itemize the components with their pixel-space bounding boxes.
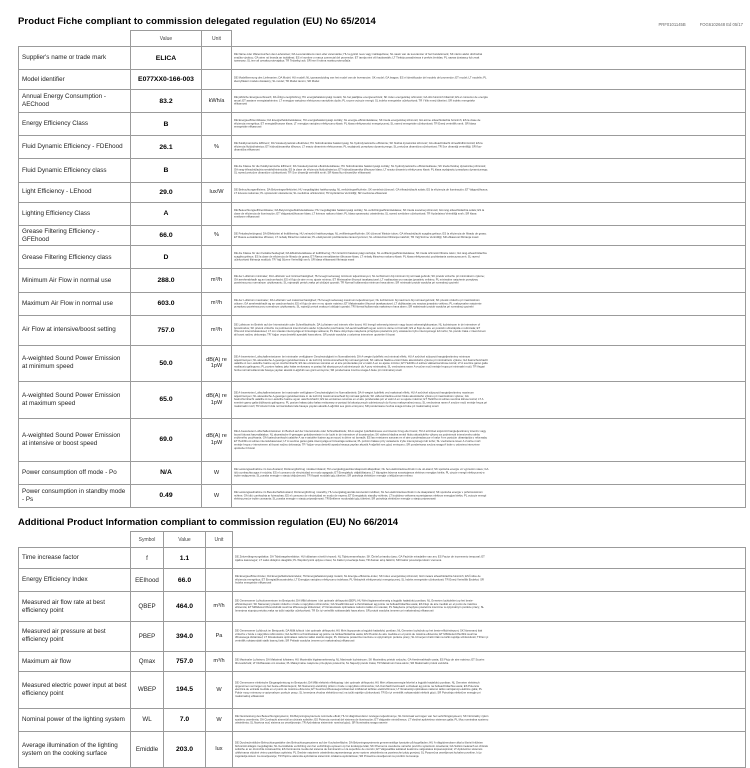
row-label: Grease Filtering Efficiency - GFEhood (19, 225, 131, 246)
row-description-text: DE Modellkennung des Lieferanten; DA Model; HU modell; NL typeaanduiding van het model van de leverancier; SK model; GA leagan; ES el identificador del modelo del proveedor; ET mudel; LT modelis; PL identyfikator modelu dostawcy; SL model; TR Model tanımı; SR Model (234, 76, 487, 83)
table-row (19, 315, 746, 345)
row-value: 603.0 (131, 292, 202, 315)
row-unit: dB(A) re 1pW (202, 418, 232, 461)
row-description (232, 382, 746, 419)
row-label: A-weighted Sound Power Emission at minimum speed (19, 345, 131, 382)
table-row (19, 418, 746, 461)
table-row (19, 113, 746, 136)
document-codes (659, 22, 745, 27)
row-value: 0.49 (131, 484, 202, 507)
row-description (232, 461, 746, 484)
row-description (232, 315, 746, 345)
row-value: 66.0 (164, 568, 206, 591)
row-description (232, 113, 746, 136)
row-value: D (131, 246, 202, 269)
unit-column-header: Unit (202, 31, 232, 47)
row-description-text: DE Maximaler Luftstrom; DA Maksimal luftstrøm; HU Maximális légáramsebesség; NL Maximale luchtstroom; SK Maximálny prietok vzduchu; GA Aershreabhadh uasta; ES Flujo de aire máximo; ET Suurim õhuvooluhulk; LT Didžiausias oro srautas; PL Maksymalne natężenie przepływu powietrza; SL Največji pretok zraka; TR Maksimum hava akımı; SR Maksimalni protok vazduha (235, 658, 485, 665)
row-description (232, 225, 746, 246)
row-label: Measured air pressure at best efficiency point (19, 621, 131, 651)
row-label: Measured air flow rate at best efficiency point (19, 592, 131, 622)
row-unit: m³/h (202, 315, 232, 345)
document-code: PRF0101145B (658, 22, 686, 27)
row-unit (202, 47, 232, 70)
value-column-header: Value (131, 31, 202, 47)
row-unit: % (202, 136, 232, 159)
row-description-text: DE Leistungsaufnahme im Bereitschaftszustand; DA Energiforbrug i standby; HU energiafogyasztás készenléti módban; NL het elektriciteitsverbruik in de slaapstand; SK spotreba energie v pohotovostnom režime; GA ídiú cumhachta ar fuireachas; ES el consumo de electricidad en modo de espera; ET Energiakulu standby režiimis; LT budėjimo veiksena suvartojamos elektros energijos kiekis; PL zużycie energii elektrycznej w trybie czuwania; SL poraba energije v stanju pripravljenosti; TR Bekleme modundaki güç tüketimi; SR potrošnja električne energije u stanju pripravnosti (234, 490, 487, 501)
row-description (232, 345, 746, 382)
row-label: Fluid Dynamic Efficiency class (19, 159, 131, 182)
row-label: Time increase factor (19, 548, 131, 569)
row-value: 1.1 (164, 548, 206, 569)
table-row (19, 225, 746, 246)
row-description-text: DE Durchschnittliche Beleuchtungsstärke des Beleuchtungssystems auf der Kochoberfläche; DA Belysningssystemets gennemsnitlige lysstyrke på kogefladen; HU A világítórendszer által a főzési felületen biztosított átlagos megvilágítás; NL Gemiddelde verlichting van het verlichtings-systeem op het kookoppervlak; SK Priemerné osvetlenie varného povrchu systémom osvetlenia; GA Soilsiú meánach an chórais soilsithe ar an dromchla cócaireachta; ES Iluminancia media del sistema de iluminación en la superficie de cocción; ET Valgusallika tekitatud keskmine valgustatus küpsetuspinnal; LT Apšvietimo sistemos užtikrinama vidutinė virimo paviršiaus apšvieta; PL Średnie natężenie oświetlenia zapewnianego przez system oświetlenia na powierzchni płyty grzejnej; SL Povprečna osvetljenost kuhalne površine, ki jo zagotavlja sistem za osvetljevanje; TR Pişirme alanında aydınlatma sisteminin ortalama aydınlatması; SR Prosečna osvetljenost na površini za kuvanje (235, 741, 488, 758)
row-description (232, 70, 746, 90)
row-description-text: DE Name oder Warenzeichen des Lieferanten; DA Leverandørens navn eller varemærke; HU a gyártó neve vagy márkajelzése; NL naam van de leverancier of het handelsmerk; SK názov alebo obchodná značka výrobcu; GA ainm nó branda an tsoláthraí; ES el nombre o marca comercial del proveedor; ET tarnija nimi või kaubamärk; LT Tiekėjo pavadinimas ir prekės ženklas; PL nazwa dostawcy lub znak towarowy; SL ime ali oznaka proizvajalca; TR Tedarikçi adı; SR ime ili robna marka proizvođača (234, 53, 483, 63)
row-unit (202, 246, 232, 269)
table-row (19, 568, 746, 591)
row-description-text: DE A-bewerteten Luftschallemissionen im Betrieb auf der Intensivstufe oder Schnelllaufstufe; DA A-vægtet lydeffektniveau ved intensiv brug eller boost; HU A szűrővel súlyozott hangteljesítmény intenzív vagy boost fokozat használatakor; NL akoestische A-gewogen geluidsemissie in de lucht in de intensieve of boostmodus; SK vážená hladina emisií hluku akustického výkonu za podmienok intenzívneho alebo zvýšeného používania; GA fuaimchumhacht ualaithe A na n-astuithe fuaime ag an socrú is déine nó borradh; ES las emisiones sonoras en el aire ponderadas por el valor A en posición ultrarrápida o reforzada; ET Helirõhu A suhtes intensiivkasutusel; LT A svertinė garso galia intensyviąja ar forsuotąja veiksena; PL poziom hałasu przy ustawieniu trybu intensywnego lub turbo; SL vrednotena raven A zvočne moči emisije hrupa v intenzivnem ali boost načinu delovanja; TR Yoğun veya destekli ayarda havaya yayılan akustik A-ağırlıklı ses gücü emisyonu; SR ponderisana zvučna snaga A buke u uslovima intenzivne upotrebe ili boost (234, 429, 488, 450)
row-label: Power consumption off mode - Po (19, 461, 131, 484)
row-description-text: DE die Klasse für den Fettabscheidegrad; DA Effektivitetsklasse af fedtfiltrering; HU zsírszűrő hatékonysági osztálya; NL vetfilteringsefficiëntieklasse; SK trieda účinnosti filtrácie tukov; GA rang-éifeachtúlachta scagtha gréisce; ES la clase de eficiencia de filtrado de grasa; ET Rasva eemaldamise tõhususe klass; LT riebalų filtravimo našumo klasė; PL klasa efektywności pochłaniania zanieczyszczeń; SL razred učinkovitosti filtriranja maščob; TR Yağ Süzme Verimliliği sınıfı; SR klasa efikasnosti filtriranja masti (234, 252, 487, 263)
row-label: Air Flow at intensive/boost setting (19, 315, 131, 345)
table-row (19, 345, 746, 382)
row-value: 194.5 (164, 672, 206, 709)
row-description-text: DE Fettabscheidegrad; DA Effektivitet af fedtfiltrering; HU zsírszűrő hatékonysága; NL vetfilteringsefficiëntie; SK účinnosť filtrácie tukov; GA éifeachtúlacht scagtha gréisce; ES la eficiencia de filtrado de grasa; ET Rasva eemaldamise tõhusus; LT riebalų filtravimo našumas; PL efektywność pochłaniania zanieczyszczeń; SL učinkovitost filtriranja maščob; TR Yağ Süzme Verimliliği; SR efikasnost filtriranja masti (234, 232, 487, 239)
row-value: E077XX0-166-003 (131, 70, 202, 90)
row-unit: m³/h (206, 592, 233, 622)
row-description (232, 202, 746, 225)
row-description-text: DE A-bewerteten Luftschallemissionen bei maximaler verfügbarer Geschwindigkeit im Normalbetrieb; DA A-vægtet lydeffekt ved maksimal effekt; HU A szűrővel súlyozott hangteljesítmény maximum teljesítményen; NL akoestische A-gewogen geluidsemissie in de lucht bij maximumsnelheid bij normaal gebruik; SK vážená hladina emisií hluku akustického výkonu pri maximálnom výkone; GA fuaimchumhacht ualaithe A na n-astuithe fuaime ag an uaschumhacht; ES las emisiones sonoras en el aire ponderadas por el valor A en su ajuste máximo; ET Helirõivo A suhtes suurima kiiruse korral; LT A svertinė garso galia didžiausiu galingumu; PL poziom hałasu jako hałas emitowany w postaci fal akustycznych odniesionych do A przy maksymalnej mocy; SL vrednotena raven A zvočne moči emisije hrupa pri maksimalni moči; TR Azami hızda normal kullanımda havaya yayılan akustik A-ağırlıklı ses gücü emisyonu; SR ponderisana zvučna snaga A buke pri maksimalnoj snazi (234, 391, 488, 408)
row-description (233, 568, 746, 591)
row-label: Annual Energy Consumption - AEChood (19, 90, 131, 113)
row-label: Lighting Efficiency Class (19, 202, 131, 225)
row-unit: m³/h (202, 292, 232, 315)
row-unit: W (206, 672, 233, 709)
table-row (19, 292, 746, 315)
row-symbol: WBEP (131, 672, 164, 709)
row-description (233, 592, 746, 622)
table-row (19, 70, 746, 90)
table-row (19, 382, 746, 419)
header-spacer (19, 31, 131, 47)
row-value: 203.0 (164, 731, 206, 768)
row-description-text: DE fluiddynamische Effizienz; DA Væskedynamisk effektivitet; HU hidrodinamika hatékonyság; NL hydrodynamische efficiëntie; SK fluidná dynamická účinnosť; GA éifeachtúlacht shreabhdhinimiciúil; ES la eficiencia fluidodinámica; ET hüdrodünaamika tõhusus; LT srauto dinaminis efektyvumas; PL wydajność przepływu dynamicznego; SL pretočna dinamična učinkovitost; TR Sıvı dinamiği verimliliği; SR fluo-dinamička efikasnost (234, 142, 483, 153)
row-unit: lux (206, 731, 233, 768)
value-column-header: Value (164, 531, 206, 548)
row-unit: W (202, 484, 232, 507)
row-description (232, 418, 746, 461)
table-row (19, 159, 746, 182)
row-value: 66.0 (131, 225, 202, 246)
row-description-text: DE der Luftstrom maximaler; DA Luftstrøm ved maksimal hastighed; HU levegő sebesség maximum teljesítményen; NL luchtstroom bij maximum bij normaal gebruik; SK prietok vzduchu pri maximálnom výkone; GA aershreabhadh ag an uaschumhacht; ES el flujo de aire en su ajuste máximo; ET Maksimaalne õhuvool tavakasutusel; LT didžiausias oro srautas įprastiniu veikimu; PL maksymalne natężenie przepływu powietrza przy normalnym użytkowaniu; SL največji pretok zraka pri običajni uporabi; TR Normal kullanımda maksimum hava akımı; SR maksimalni protok vazduha pri normalnoj upotrebi (234, 298, 482, 309)
row-value: 50.0 (131, 345, 202, 382)
row-description-text: DE Gemessener Luftvolumenstrom im Bestpunkt; DA Målt luftstrøm i det optimale driftspunkt (BEP); HU Mért légáramsebesség a legjobb hatásfokú pontban; NL Gemeten luchtdebiet op het beste-efficiëntiepunt; SK Nameraný prietok vzduchu v bode s najvyššou účinnosťou; GA Sreabhrótá aeir a thomhaistear ag pointe na héifeachtúlachta uasta; ES Flujo de aire medido en el punto de máxima eficiencia; ET Mõõdetud õhuvooluhulk suurima tõhususega töötamisel; LT Išmatuotasis optimalaus našumo taško oro srautas; PL Natężenie przepływu powietrza mierzone w optymalnym punkcie pracy; SL Izmerjena stopnja pretoka zraka na točki najvišje učinkovitosti; TR En iyi verimlilik noktasındaki hava akımı; SR protok vazduha izmeren pri maksimalnoj efikasnosti (235, 599, 484, 613)
row-description-text: DE Leistungsaufnahme im Aus-Zustand; DA Energiforbrug i slukket tilstand; HU energiafogyasztás kikapcsolt állapotban; NL het elektriciteitsverbruik in de uit-stand; SK spotreba energie vo vypnutom stave; GA ídiú cumhachta agus é múchta; ES el consumo de electricidad en modo apagado; ET Energiakulu väljalülitatuna; LT išjungties būsena suvartojamos elektros energijos kiekis; PL użycie energii elektrycznej w trybie wyłączenia; SL poraba energije v stanju izključenosti; TR Kapalı moddaki güç tüketimi; SR potrošnja električne energije u isključenom režimu (234, 467, 489, 478)
table-row (19, 269, 746, 292)
row-description-text: DE Gemessene elektrische Eingangsleistung im Bestpunkt; DA Målt elektrisk effektoptag i det optimale driftspunkt; HU Mért villamosenergia-felvétel a legjobb hatásfokú pontban; NL Gemeten elektrisch opgenomen vermogen op het beste-efficiëntiepunt; SK Nameraný elektrický príkon v bode s najvyššou účinnosťou; GA Cumhacht leictreach a chaitear ag pointe na héifeachtúlachta uasta; ES Potencia eléctrica de entrada medida en el punto de máxima eficiencia; ET Suurima tõhususega töötamisel mõõdetud tarbitav elektrivõimsus; LT Išmatuotoji optimalaus našumo taško vartojamoji elektrinė galia; PL Pobór mocy mierzony w optymalnym punkcie pracy; SL Izmerjena vhodna električna moč na točki najvišje učinkovitosti; TR En iyi verimlilik noktasındaki elektrik gücü; SR Potrošnja električne energije pri maksimalnoj efikasnosti (235, 681, 483, 699)
product-fiche-page (18, 0, 745, 768)
row-description (233, 672, 746, 709)
table-row (19, 484, 746, 507)
row-unit: dB(A) re 1pW (202, 345, 232, 382)
row-value: N/A (131, 461, 202, 484)
row-description-text: DE die Klasse für die fluiddynamische Effizienz; DA Væskedynamisk effektivitetsklasse; HU hidrodinamika hatékonysági osztály; NL hydrodynamische efficiëntieklasse; SK trieda fluidnej dynamickej účinnosti; GA rang-éifeachtúlachta sreabhdhinimiciúla; ES la clase de eficiencia fluidodinámica; ET hüdrodünaamika tõhususe klass; LT srauto dinaminio efektyvumo klasė; PL klasa wydajności przepływu dynamicznego; SL razred pretočne dinamične učinkovitosti; TR Sıvı dinamiği verimlilik sınıfı; SR klasa fluo-dinamičke efikasnosti (234, 165, 488, 176)
row-label: A-weighted Sound Power Emission at maximum speed (19, 382, 131, 419)
row-unit: W (202, 461, 232, 484)
row-description (232, 182, 746, 202)
row-description (232, 269, 746, 292)
row-label: Energy Efficiency Index (19, 568, 131, 591)
row-description (232, 90, 746, 113)
row-description-text: DE Nennleistung des Beleuchtungssystems; DA Belysningssystemets nominelle effekt; HU A világítórendszer névleges teljesítménye; NL Nominaal vermogen van het verlichtingssysteem; SK Nominálny výkon systému osvetlenia; GA Cumhacht ainmniúil an chórais soilsithe; ES Potencia nominal del sistema de iluminación; ET Valgustite nimivõimsus; LT Vardinė apšvietimo sistemos galia; PL Moc nominalna systemu oświetlenia; SL Nazivna moč sistema za osvetljevanje; TR Aydınlatma sisteminin nominal gücü; SR Nominalna snaga rasvete (235, 714, 489, 725)
row-description-text: DE Beleuchtungseffizienz; DA Belysningseffektivitet; HU megvilágítási hatékonyság; NL verlichtingsefficiëntie; SK svetelná účinnosť; GA éifeachtúlacht solais; ES la eficiencia de iluminación; ET Valgustõhusus; LT šviesos našumas; PL sprawność oświetlenia; SL svetlobna učinkovitost; TR Aydınlatma Verimliliği; SR svetlosna efikasnost (234, 188, 488, 196)
row-symbol: Qmax (131, 651, 164, 672)
row-value: 288.0 (131, 269, 202, 292)
row-value: 757.0 (164, 651, 206, 672)
row-description (232, 484, 746, 507)
row-symbol: EEIhood (131, 568, 164, 591)
additional-info-title: Additional Product Information compliant to commission regulation (EU) No 66/2014 (18, 516, 399, 528)
row-symbol: Emiddle (131, 731, 164, 768)
row-label: Power consumption in standby mode - Ps (19, 484, 131, 507)
row-unit (206, 548, 233, 569)
table-row (19, 592, 746, 622)
row-symbol: PBEP (131, 621, 164, 651)
table-row (19, 708, 746, 731)
table-row (19, 731, 746, 768)
row-label: Light Efficiency - LEhood (19, 182, 131, 202)
row-label: Maximum Air Flow in normal use (19, 292, 131, 315)
table-row (19, 621, 746, 651)
row-value: 69.0 (131, 418, 202, 461)
row-unit: W (206, 708, 233, 731)
row-value: A (131, 202, 202, 225)
row-description-text: DE Energieeffizienzklasse; DA Energieffektivitetsklasse; HU energiahatékonysági osztály; NL energie-efficiëntieklasse; SK trieda energetickej účinnosti; GA aicme éifeachtúlachta fuinnimh; ES la clase de eficiencia energética; ET energiatõhususe klass; LT energijos vartojimo efektyvumo klasė; PL klasa efektywności energetycznej; SL razred energetske učinkovitosti; TR Enerji verimlilik sınıfı; SR klasa energetske efikasnosti (234, 119, 481, 129)
row-symbol: WL (131, 708, 164, 731)
table-row (19, 202, 746, 225)
row-unit (202, 113, 232, 136)
row-label: A-weighted Sound Power Emission at intensive or boost speed (19, 418, 131, 461)
row-value: 83.2 (131, 90, 202, 113)
row-unit: m³/h (202, 269, 232, 292)
row-value: 757.0 (131, 315, 202, 345)
row-value: 26.1 (131, 136, 202, 159)
table-row (19, 136, 746, 159)
row-value: 7.0 (164, 708, 206, 731)
fiche-table-66-2014 (18, 531, 746, 768)
table-row (19, 182, 746, 202)
row-unit (202, 202, 232, 225)
row-value: ELICA (131, 47, 202, 70)
header-spacer (233, 531, 746, 548)
row-description-text: DE Gemessener Luftdruck im Bestpunkt; DA Målt lufttryk i det optimale driftspunkt; HU Mért légnyomás a legjobb hatásfokú pontban; NL Gemeten luchtdruk op het beste-efficiëntiepunt; SK Nameraný tlak vzduchu v bode s najvyššou účinnosťou; GA Aerbhrú a thomhaistear ag pointe na héifeachtúlachta uasta; ES Presión de aire medida en el punto de máxima eficiencia; ET Mõõdetud õhurõhk suurima tõhususega töötamisel; LT Išmatuotasis optimalaus našumo taško statinis slėgis; PL Ciśnienie powietrza mierzone w optymalnym punkcie pracy; SL Izmerjeni zračni tlak na točki najvišje učinkovitosti; TR En iyi verimlilik noktasındaki statik basınç farkı; SR Pritisak vazduha izmeren pri maksimalnoj efikasnosti (235, 629, 489, 643)
row-description (232, 159, 746, 182)
row-value: B (131, 159, 202, 182)
table-row (19, 246, 746, 269)
row-description (232, 246, 746, 269)
table-header-row (19, 531, 746, 548)
row-description-text: DE A-bewerteten Luftschallemissionen bei minimaler verfügbarer Geschwindigkeit im Normalbetrieb; DA A-vægtet lydeffekt ved minimal effekt; HU A szűrővel súlyozott hangteljesítmény minimum teljesítményen; NL akoestische A-gewogen geluidsemissie in de lucht bij minimumsnelheid bij normaal gebruik; SK vážená hladina emisií hluku akustického výkonu pri minimálnom výkone; GA fuaimchumhacht ualaithe A na n-astuithe fuaime ag an íoschumhacht; ES las emisiones sonoras en el aire ponderadas por el valor A en su ajuste mínimo; ET Helirõhu A suhtes väikseima kiiruse korral; LT A svertinė garso galia mažiausiu galingumu; PL poziom hałasu jako hałas emitowany w postaci fal akustycznych odniesionych do A przy minimalnej; SL vrednotena raven A zvočne moči emisije hrupa pri minimalni moči; TR Asgari hızda normal kullanımda havaya yayılan akustik A-ağırlıklı ses gücü emisyonu; SR ponderisana zvučna snaga A buke pri minimalnoj snazi (234, 354, 488, 372)
document-header (18, 16, 745, 27)
table-row (19, 47, 746, 70)
row-value: 65.0 (131, 382, 202, 419)
row-label: Energy Efficiency Class (19, 113, 131, 136)
row-description-text: DE jährliche Energieverbrauch; DA Årligt energiforbrug; HU energiahatékonysági mutató; NL het jaarlijkse energieverbruik; SK index energetickej účinnosti; GA ídiú fuinnimh bliantúil; ES el consumo de energía anual; ET aastane energiatarbimine; LT energijos vartojimo efektyvumo santykinis dydis; PL roczne zużycie energii; SL indeks energetske učinkovitosti; TR Yıllık enerji tüketimi; SR indeks energetske efikasnosti (234, 96, 488, 106)
row-description (232, 47, 746, 70)
row-value: 29.0 (131, 182, 202, 202)
table-row (19, 672, 746, 709)
row-label: Maximum air flow (19, 651, 131, 672)
row-label: Minimum Air Flow in normal use (19, 269, 131, 292)
row-unit: dB(A) re 1pW (202, 382, 232, 419)
row-symbol: QBEP (131, 592, 164, 622)
row-unit (206, 568, 233, 591)
fiche-title: Product Fiche compliant to commission delegated regulation (EU) No 65/2014 (18, 16, 376, 27)
row-description-text: DE der Luftstrom minimaler; DA Luftstrøm ved minimal hastighed; HU levegő sebesség minimum teljesítményen; NL luchtstroom bij minimum bij normaal gebruik; SK prietok vzduchu pri minimálnom výkone; GA aershreabhadh ag an íoschumhacht; ES el flujo de aire en su ajuste mínimo; ET Minimaalne õhuvool tavakasutusel; LT mažiausias oro srautas įprastiniu veikimu; PL minimalne natężenie przepływu powietrza przy normalnym użytkowaniu; SL najmanjši pretok zraka pri običajni uporabi; TR Normal kullanımda minimum hava akımı; SR minimalni protok vazduha pri normalnoj upotrebi (234, 275, 485, 286)
row-value: B (131, 113, 202, 136)
row-label: Model identifier (19, 70, 131, 90)
row-unit: Pa (206, 621, 233, 651)
table-row (19, 461, 746, 484)
row-value: 464.0 (164, 592, 206, 622)
header-spacer (19, 531, 131, 548)
row-description-text: DE Luftstrom im Betrieb auf der Intensivstufe oder Schnelllaufstufe; DA Luftstrøm ved intensiv eller boost; HU levegő sebesség intenzív vagy boost sebességfokozaton; NL luchtstroom in de intensieve of boostmodus; SK prietok vzduchu za podmienok intenzívneho alebo zvýšeného používania; GA aershreabhadh ag an socrú is déine nó borradh; ES el flujo de aire en posición ultrarrápida o reforzada; ET Õhuvool intensiivkasutusel; LT oro srautas intensyviąja ar forsuotąja veiksena; PL Dane dotyczące natężenia przepływu powietrza przy ustawieniu trybu intensywnego lub turbo; SL pretok zraka v intenzivnem ali boost načinu delovanja; TR Yoğun veya destekli ayardaki hava akımı; SR protok vazduha u uslovima intenzivne upotrebe ili boost (234, 323, 486, 337)
row-description (232, 292, 746, 315)
unit-column-header: Unit (206, 531, 233, 548)
row-description (233, 548, 746, 569)
document-edition: FOG6102648 Ed 05/17 (699, 22, 743, 27)
row-description-text: DE Beleuchtungseffizienzklasse; DA Belysningseffektivitetsklasse; HU megvilágítási hatékonysági osztály; NL verlichtingsefficiëntieklasse; SK trieda svetelnej účinnosti; GA rang éifeachtúlachta solais; ES la clase de eficiencia de iluminación; ET Valgustustõhususe klass; LT šviesos našumo klasė; PL klasa sprawności oświetlenia; SL razred svetlobne učinkovitosti; TR Aydınlatma Verimliliği sınıfı; SR klasa svetlosne efikasnosti (234, 208, 485, 219)
row-symbol: f (131, 548, 164, 569)
table-row (19, 548, 746, 569)
row-unit (202, 70, 232, 90)
row-unit: lux/W (202, 182, 232, 202)
row-label: Fluid Dynamic Efficiency - FDEhood (19, 136, 131, 159)
row-label: Grease Filtering Efficiency class (19, 246, 131, 269)
row-description (233, 708, 746, 731)
row-description (233, 651, 746, 672)
table-header-row (19, 31, 746, 47)
row-label: Average illumination of the lighting system on the cooking surface (19, 731, 131, 768)
header-spacer (232, 31, 746, 47)
row-label: Nominal power of the lighting system (19, 708, 131, 731)
row-description-text: DE Zeitverlängerungsfaktor; DA Tidsforøgelsesfaktor; HU időtartam növelő tényező; NL Tijdstoenamefactor; SK Činiteľ prírastku času; GA Fachtóir méadaithe san am; ES Factor de incremento temporal; ET Ajaline kasvutegur; LT Laiko didėjimo daugiklis; PL Współczynnik upływu czasu; SL Faktor povečanja časa; TR Zaman artış faktörü; SR Faktor povećanja tokom vremena (235, 554, 485, 562)
row-unit: m³/h (206, 651, 233, 672)
table-row (19, 651, 746, 672)
row-value: 394.0 (164, 621, 206, 651)
symbol-column-header: Symbol (131, 531, 164, 548)
row-description (232, 136, 746, 159)
row-unit (202, 159, 232, 182)
row-unit: kWh/a (202, 90, 232, 113)
row-description (233, 731, 746, 768)
table-row (19, 90, 746, 113)
row-description (233, 621, 746, 651)
row-label: Supplier's name or trade mark (19, 47, 131, 70)
row-unit: % (202, 225, 232, 246)
row-description-text: DE Energieeffizienzindex; DA Energieffektivitetsindeks; HU Energiahatékonysági mutató; NL Energie-efficiëntie-index; SK Index energetickej účinnosti; GA Innéacs éifeachtúlachta fuinnimh; ES Índice de eficiencia energética; ET Energiatõhususindeks; LT Energijos vartojimo efektyvumo indeksas; PL Wskaźnik efektywności energetycznej; SL Indeks energetske učinkovitosti; TR Enerji Verimlilik Endeksi; SR Indeks energetske efikasnosti (235, 575, 484, 585)
row-label: Measured electric power input at best efficiency point (19, 672, 131, 709)
fiche-table-65-2014 (18, 30, 746, 508)
